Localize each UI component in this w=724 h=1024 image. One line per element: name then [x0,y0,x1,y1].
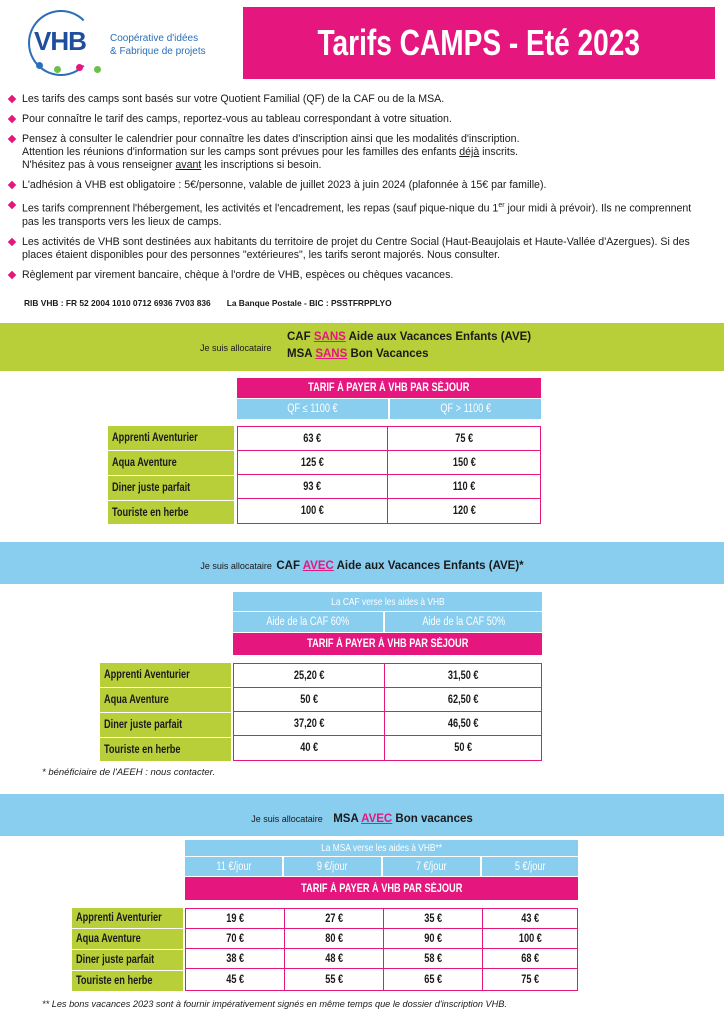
price-value: 48 € [325,952,343,965]
table-cell [185,928,285,949]
logo-tagline-1: Coopérative d'idées [110,33,199,44]
info-text-part: N'hésitez pas à vous renseigner [22,159,176,171]
row-label-text: Touriste en herbe [104,743,181,756]
table-cell [383,948,483,969]
price-value: 63 € [303,432,322,445]
info-text-part: les inscriptions si besoin. [201,159,322,171]
table-cell [384,687,542,712]
table-cell [383,968,483,991]
table-subheader-text: La MSA verse les aides à VHB** [321,842,442,854]
price-value: 90 € [424,932,442,945]
list-item [8,113,708,126]
column-header-text: Aide de la CAF 60% [266,616,350,628]
table-cell [383,908,483,929]
price-value: 70 € [226,932,244,945]
row-label [72,971,183,991]
column-header-text: QF > 1100 € [440,403,491,415]
section2-line-highlight: AVEC [302,560,334,572]
info-text [22,159,708,172]
column-header-text: 7 €/jour [416,860,447,873]
price-value: 19 € [226,912,244,925]
price-value: 46,50 € [447,717,479,730]
row-label [100,713,231,737]
column-header-text: Aide de la CAF 50% [422,616,505,628]
bank-details [24,298,392,308]
logo-tagline [110,32,206,58]
price-value: 38 € [226,952,244,965]
row-label-text: Apprenti Aventurier [76,912,162,924]
section1-line2 [287,348,428,360]
list-item [8,179,708,192]
section2-prefix: Je suis allocataire [200,561,272,571]
price-value: 25,20 € [293,669,325,682]
list-item [8,269,708,282]
price-value: 93 € [303,480,322,493]
row-label-text: Apprenti Aventurier [112,432,198,444]
table-cell [387,498,541,524]
row-label [100,663,231,687]
row-label [100,688,231,712]
table-cell [237,426,388,451]
table-cell [284,968,384,991]
column-header [237,399,388,419]
row-label-text: Diner juste parfait [112,482,191,494]
column-header [185,857,282,876]
logo-figure-icon [54,66,61,73]
row-label-text: Touriste en herbe [112,506,189,519]
column-header-text: 5 €/jour [514,860,546,873]
logo-mark: VHB [34,26,86,56]
column-header [385,612,542,632]
table-cell [482,908,578,929]
column-header-text: 9 €/jour [317,860,348,873]
table-cell [482,928,578,949]
table-cell [233,687,385,712]
vhb-logo [14,4,214,76]
table-cell [284,908,384,929]
section3-line-highlight: AVEC [361,813,393,825]
price-value: 55 € [325,973,343,986]
logo-figure-icon [36,62,43,69]
price-value: 31,50 € [447,669,479,682]
info-text-sup: er [498,202,505,209]
row-label [72,908,183,928]
table-cell [384,711,542,736]
info-text: Pour connaître le tarif des camps, reportez-vous au tableau correspondant à votre situation. [22,113,452,125]
table-cell [387,450,541,475]
row-label-text: Aqua Aventure [112,457,177,469]
list-item [8,236,708,262]
table-subheader [185,840,578,856]
table-cell [387,426,541,451]
section3-title [0,809,724,827]
table-cell [384,735,542,761]
section1-line2-highlight: SANS [315,348,348,360]
info-text-underlined: avant [175,159,202,171]
list-item [8,133,708,172]
list-item [8,93,708,106]
section2-line-part: Aide aux Vacances Enfants (AVE)* [333,560,524,572]
table-subheader [233,592,542,611]
info-text [22,146,708,159]
info-text-part: Les tarifs comprennent l'hébergement, les activités et l'encadrement, les repas (sauf pique-nique du 1 [22,202,499,215]
table-cell [185,968,285,991]
column-header [284,857,381,876]
info-text: L'adhésion à VHB est obligatoire : 5€/personne, valable de juillet 2023 à juin 2024 (plafonnée à 15€ par famille). [22,179,547,191]
info-text: Règlement par virement bancaire, chèque à l'ordre de VHB, espèces ou chèques vacances. [22,268,454,281]
table-header-text: TARIF À PAYER À VHB PAR SÉJOUR [306,638,469,650]
info-text: Les activités de VHB sont destinées aux habitants du territoire de projet du Centre Social (Haut-Beaujolais et Haute-Vallée d'Azergues). Si des places étaient disponibles pour des personnes "extérieures", les tarifs seront majorés. Nous consulter. [22,235,690,261]
price-value: 50 € [454,742,472,754]
price-value: 100 € [518,932,542,945]
price-value: 40 € [300,742,318,754]
column-header [383,857,480,876]
row-label-text: Diner juste parfait [76,954,155,966]
info-text-part: Attention les réunions d'information sur les camps sont prévues pour les familles des enfants [22,146,460,158]
table-header-text: TARIF À PAYER À VHB PAR SÉJOUR [300,882,463,895]
section1-banner [0,323,724,371]
info-text-underlined: déjà [459,146,480,158]
info-list [8,93,708,289]
row-label [72,929,183,949]
column-header-text: 11 €/jour [215,860,252,873]
price-value: 68 € [521,952,539,965]
section1-line2-part: MSA [287,348,316,360]
price-value: 62,50 € [447,693,479,706]
info-text: Les tarifs des camps sont basés sur votre Quotient Familial (QF) de la CAF ou de la MSA. [22,93,445,105]
logo-figure-icon [94,66,101,73]
row-label [108,426,234,450]
table-cell [284,948,384,969]
section1-line1-highlight: SANS [313,331,346,343]
footnote: ** Les bons vacances 2023 sont à fournir impérativement signés en même temps que le dossier d'inscription VHB. [42,999,507,1009]
section3-line [333,813,473,825]
section2-banner [0,542,724,584]
row-label-text: Aqua Aventure [104,694,169,706]
price-value: 43 € [521,912,539,925]
table-cell [185,948,285,969]
row-label [108,501,234,524]
section3-prefix: Je suis allocataire [251,814,323,824]
rib-bank: La Banque Postale - BIC : PSSTFRPPLYO [226,298,392,308]
price-value: 58 € [424,952,442,965]
section2-line-part: CAF [276,560,303,572]
table-subheader-text: La CAF verse les aides à VHB [330,595,445,608]
price-value: 27 € [325,912,343,925]
table-header [233,633,542,655]
price-value: 110 € [452,480,476,493]
table-cell [284,928,384,949]
section2-line [276,560,523,572]
price-value: 120 € [452,505,476,517]
column-header-text: QF ≤ 1100 € [287,403,338,415]
row-label [100,738,231,761]
logo-tagline-2: & Fabrique de projets [110,46,206,57]
price-value: 75 € [455,432,473,445]
table-cell [185,908,285,929]
section1-line2-part: Bon Vacances [347,348,429,360]
footnote: * bénéficiaire de l'AEEH : nous contacter. [42,767,216,778]
table-cell [383,928,483,949]
row-label-text: Diner juste parfait [104,719,183,731]
row-label-text: Apprenti Aventurier [104,669,190,681]
column-header [233,612,383,632]
row-label [108,476,234,500]
row-label-text: Aqua Aventure [76,933,141,945]
price-value: 80 € [325,932,343,945]
price-value: 65 € [424,973,442,986]
table-header-text: TARIF À PAYER À VHB PAR SÉJOUR [308,382,470,394]
price-value: 100 € [300,505,325,517]
list-item [8,199,708,229]
section1-line1 [287,331,531,343]
price-value: 150 € [452,456,476,469]
price-value: 125 € [300,456,325,469]
section3-line-part: MSA [333,813,362,825]
section3-banner [0,794,724,836]
table-cell [482,968,578,991]
table-cell [482,948,578,969]
table-cell [233,735,385,761]
price-value: 50 € [300,693,318,706]
row-label-text: Touriste en herbe [76,975,153,987]
section3-line-part: Bon vacances [392,813,473,825]
section1-line1-part: Aide aux Vacances Enfants (AVE) [345,331,532,343]
table-cell [233,711,385,736]
column-header [482,857,578,876]
table-cell [237,450,388,475]
rib-iban: RIB VHB : FR 52 2004 1010 0712 6936 7V03 836 [24,298,211,308]
table-cell [233,663,385,688]
price-value: 75 € [521,973,539,986]
table-cell [384,663,542,688]
logo-figure-icon [76,64,83,71]
row-label [72,950,183,970]
info-text-part: jour midi à prévoir). Ils ne comprennent pas les transports vers les lieux de camps. [22,202,692,228]
table-header [237,378,541,398]
table-cell [237,474,388,499]
section1-line1-part: CAF [287,331,314,343]
table-cell [387,474,541,499]
price-value: 37,20 € [293,717,325,730]
column-header [390,399,541,419]
section1-prefix: Je suis allocataire [200,343,272,353]
page-title: Tarifs CAMPS - Eté 2023 [317,22,641,63]
info-text-part: inscrits. [479,146,519,158]
page-title-banner [243,7,715,79]
table-cell [237,498,388,524]
price-value: 35 € [424,912,442,925]
row-label [108,451,234,475]
price-value: 45 € [226,973,244,986]
section2-title [0,556,724,574]
info-text: Pensez à consulter le calendrier pour connaître les dates d'inscription ainsi que les modalités d'inscription. [22,133,520,145]
table-header [185,877,578,900]
